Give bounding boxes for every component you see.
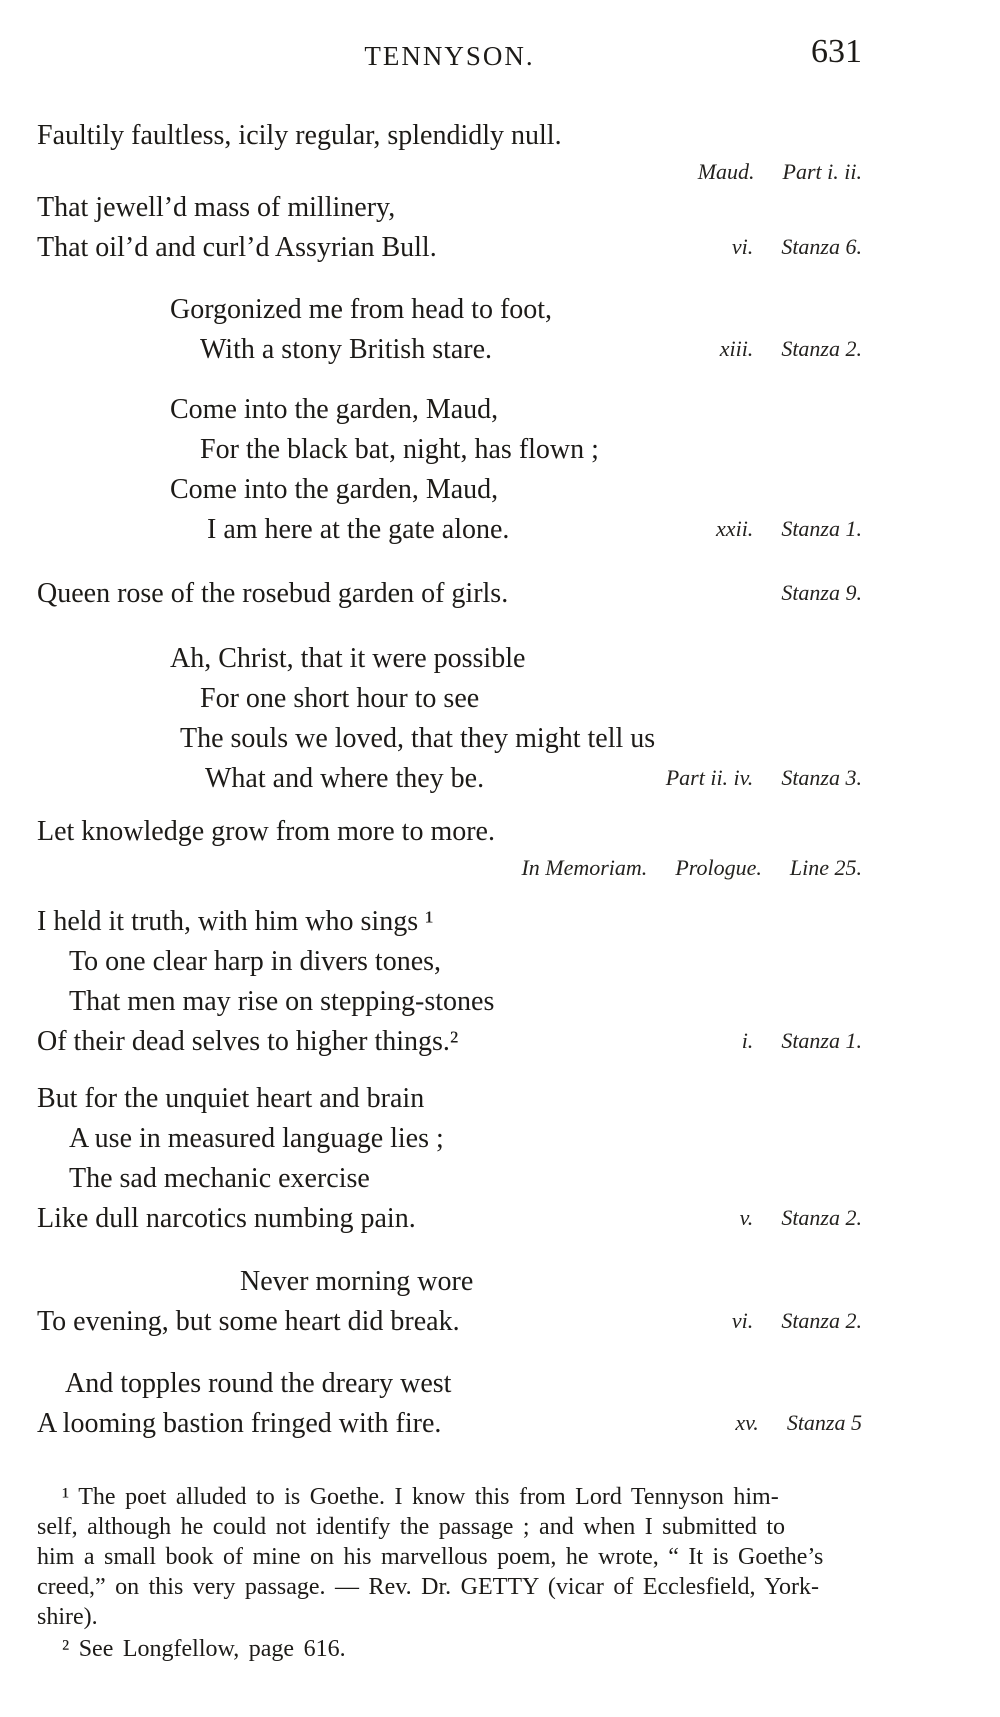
citation-segment: Stanza 9. [781,580,862,605]
quote-block [37,639,862,799]
quote-block [37,188,862,268]
citation [735,1403,862,1443]
footnote-line: ² See Longfellow, page 616. [62,1636,346,1662]
quote-block [37,1262,862,1342]
quote-line: The sad mechanic exercise [69,1163,370,1194]
quote-line: To one clear harp in divers tones, [69,946,442,977]
quote-line: For one short hour to see [200,683,480,714]
citation-segment: xxii. [716,516,754,541]
running-title: TENNYSON. [364,41,535,71]
quote-block [37,116,862,188]
footnote [37,1634,959,1664]
quote-block [37,574,862,614]
quote-line: I held it truth, with him who sings ¹ [37,906,434,937]
citation [37,156,862,188]
quote-line: For the black bat, night, has flown ; [200,434,599,465]
citation-segment: xiii. [719,336,754,361]
citation-segment: Stanza 6. [781,234,862,259]
citation-segment: Maud. [697,159,755,184]
quote-line: A use in measured language lies ; [69,1123,444,1154]
quote-line: With a stony British stare. [200,334,493,365]
quote-line: Let knowledge grow from more to more. [37,816,495,847]
quote-line: Like dull narcotics numbing pain. [37,1203,416,1234]
quote-line: I am here at the gate alone. [207,514,510,545]
footnote-line: ¹ The poet alluded to is Goethe. I know this from Lord Tennyson him- [62,1484,779,1510]
quote-line: That oil’d and curl’d Assyrian Bull. [37,232,437,263]
citation [716,509,862,549]
citation [740,1198,862,1238]
quote-line: What and where they be. [205,763,485,794]
citation-segment: Stanza 1. [781,516,862,541]
quote-line: Never morning wore [240,1266,474,1297]
quote-line: Gorgonized me from head to foot, [170,294,553,325]
citation-segment: Stanza 3. [781,765,862,790]
citation-segment: vi. [731,234,754,259]
citation [732,1301,862,1341]
quote-line: Faultily faultless, icily regular, splendidly null. [37,120,562,151]
citation-segment: Stanza 2. [781,1205,862,1230]
quote-line: Queen rose of the rosebud garden of girls. [37,578,509,609]
quote-line: To evening, but some heart did break. [37,1306,460,1337]
quote-block [37,390,862,550]
quote-line: But for the unquiet heart and brain [37,1083,425,1114]
footnote-line: creed,” on this very passage. — Rev. Dr. GETTY (vicar of Ecclesfield, York- [37,1574,819,1600]
quote-line: Ah, Christ, that it were possible [170,643,526,674]
citation-segment: Stanza 5 [786,1410,862,1435]
citation-segment: In Memoriam. [521,855,648,880]
citation-segment: Line 25. [789,855,862,880]
citation-segment: xv. [735,1410,759,1435]
footnote [37,1482,959,1632]
footnote-line: self, although he could not identify the passage ; and when I submitted to [37,1514,786,1540]
quote-block [37,902,862,1062]
citation [666,758,862,798]
quote-block [37,1079,862,1239]
quote-line: Come into the garden, Maud, [170,474,499,505]
citation-segment: Part i. ii. [782,159,862,184]
quote-line: That jewell’d mass of millinery, [37,192,396,223]
quote-block [37,1364,862,1444]
page-header [37,34,862,78]
citation [720,329,862,369]
quote-line: A looming bastion fringed with fire. [37,1408,442,1439]
citation-segment: v. [739,1205,754,1230]
citation-segment: Stanza 2. [781,336,862,361]
quote-line: That men may rise on stepping-stones [69,986,495,1017]
citation-segment: i. [741,1028,754,1053]
quote-line: Of their dead selves to higher things.² [37,1026,459,1057]
citation [742,1021,862,1061]
quote-line: The souls we loved, that they might tell us [180,723,656,754]
footnote-line: shire). [37,1604,98,1630]
footnote-line: him a small book of mine on his marvellous poem, he wrote, “ It is Goethe’s [37,1544,824,1570]
citation-segment: Part ii. iv. [665,765,754,790]
page-number: 631 [811,33,862,70]
quote-block [37,290,862,370]
quote-line: And topples round the dreary west [65,1368,452,1399]
quotes-section [37,116,862,1444]
citation-segment: vi. [731,1308,754,1333]
citation-segment: Stanza 2. [781,1308,862,1333]
citation-segment: Prologue. [675,855,762,880]
quote-block [37,812,862,884]
citation [37,852,862,884]
citation-segment: Stanza 1. [781,1028,862,1053]
citation [781,573,862,613]
footnotes-section [37,1482,959,1664]
quote-line: Come into the garden, Maud, [170,394,499,425]
citation [732,227,862,267]
